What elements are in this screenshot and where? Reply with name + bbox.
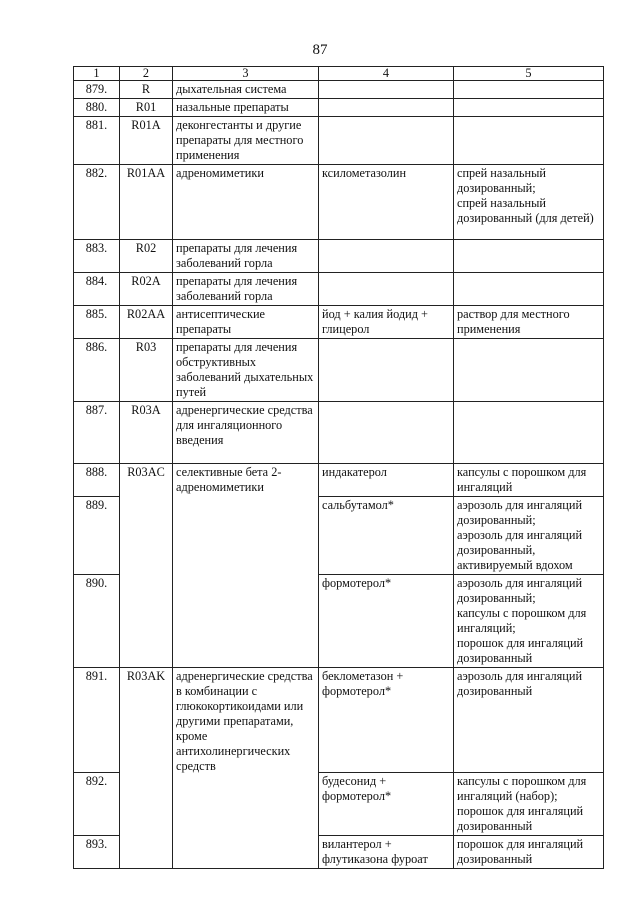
atc-code: R01 [120, 99, 173, 117]
dosage-form [454, 81, 604, 99]
table-row [74, 464, 604, 497]
dosage-form: капсулы с порошком для ингаляций [454, 464, 604, 497]
table-row [74, 81, 604, 99]
anatomical-group: деконгестанты и другие препараты для местного применения [173, 117, 319, 165]
table-row [74, 668, 604, 773]
table-row [74, 402, 604, 464]
row-number: 883. [74, 240, 120, 273]
anatomical-group: назальные препараты [173, 99, 319, 117]
atc-code: R02A [120, 273, 173, 306]
drug-name [319, 81, 454, 99]
atc-code: R03A [120, 402, 173, 464]
column-header-5: 5 [454, 67, 604, 81]
dosage-form [454, 339, 604, 402]
drug-name: ксилометазолин [319, 165, 454, 240]
table-row [74, 306, 604, 339]
anatomical-group: препараты для лечения заболеваний горла [173, 240, 319, 273]
header-row [74, 67, 604, 81]
row-number: 885. [74, 306, 120, 339]
anatomical-group: препараты для лечения заболеваний горла [173, 273, 319, 306]
anatomical-group: селективные бета 2-адреномиметики [173, 464, 319, 668]
atc-code: R [120, 81, 173, 99]
drug-table [73, 66, 604, 869]
dosage-form [454, 240, 604, 273]
drug-name [319, 339, 454, 402]
dosage-form [454, 402, 604, 464]
row-number: 886. [74, 339, 120, 402]
column-header-3: 3 [173, 67, 319, 81]
column-header-1: 1 [74, 67, 120, 81]
table-row [74, 273, 604, 306]
drug-name: формотерол* [319, 575, 454, 668]
dosage-form: аэрозоль для ингаляций дозированный; капсулы с порошком для ингаляций; порошок для ингаляций дозированный [454, 575, 604, 668]
row-number: 892. [74, 773, 120, 836]
row-number: 888. [74, 464, 120, 497]
atc-code: R02AA [120, 306, 173, 339]
atc-code: R01A [120, 117, 173, 165]
anatomical-group: адренергические средства для ингаляционного введения [173, 402, 319, 464]
row-number: 879. [74, 81, 120, 99]
table-row [74, 99, 604, 117]
row-number: 882. [74, 165, 120, 240]
row-number: 889. [74, 497, 120, 575]
table-row [74, 117, 604, 165]
row-number: 887. [74, 402, 120, 464]
atc-code: R02 [120, 240, 173, 273]
drug-name [319, 402, 454, 464]
row-number: 884. [74, 273, 120, 306]
dosage-form: порошок для ингаляций дозированный [454, 836, 604, 869]
anatomical-group: дыхательная система [173, 81, 319, 99]
drug-name [319, 99, 454, 117]
dosage-form [454, 99, 604, 117]
drug-name: беклометазон + формотерол* [319, 668, 454, 773]
row-number: 890. [74, 575, 120, 668]
anatomical-group: адренергические средства в комбинации с глюкокортикоидами или другими препаратами, кроме антихолинергических средств [173, 668, 319, 869]
table-row [74, 339, 604, 402]
drug-name [319, 240, 454, 273]
row-number: 891. [74, 668, 120, 773]
drug-name [319, 273, 454, 306]
table-row [74, 165, 604, 240]
dosage-form: аэрозоль для ингаляций дозированный [454, 668, 604, 773]
atc-code: R01AA [120, 165, 173, 240]
drug-name: будесонид + формотерол* [319, 773, 454, 836]
drug-name: индакатерол [319, 464, 454, 497]
row-number: 880. [74, 99, 120, 117]
row-number: 881. [74, 117, 120, 165]
drug-name: вилантерол + флутиказона фуроат [319, 836, 454, 869]
anatomical-group: препараты для лечения обструктивных заболеваний дыхательных путей [173, 339, 319, 402]
atc-code: R03AC [120, 464, 173, 668]
anatomical-group: адреномиметики [173, 165, 319, 240]
dosage-form: капсулы с порошком для ингаляций (набор); порошок для ингаляций дозированный [454, 773, 604, 836]
table-row [74, 240, 604, 273]
page-number: 87 [312, 42, 328, 58]
drug-name: йод + калия йодид + глицерол [319, 306, 454, 339]
row-number: 893. [74, 836, 120, 869]
dosage-form: аэрозоль для ингаляций дозированный; аэрозоль для ингаляций дозированный, активируемый вдохом [454, 497, 604, 575]
atc-code: R03 [120, 339, 173, 402]
drug-name: сальбутамол* [319, 497, 454, 575]
anatomical-group: антисептические препараты [173, 306, 319, 339]
dosage-form [454, 273, 604, 306]
column-header-2: 2 [120, 67, 173, 81]
dosage-form: спрей назальный дозированный; спрей назальный дозированный (для детей) [454, 165, 604, 240]
drug-name [319, 117, 454, 165]
dosage-form [454, 117, 604, 165]
column-header-4: 4 [319, 67, 454, 81]
atc-code: R03AK [120, 668, 173, 869]
dosage-form: раствор для местного применения [454, 306, 604, 339]
